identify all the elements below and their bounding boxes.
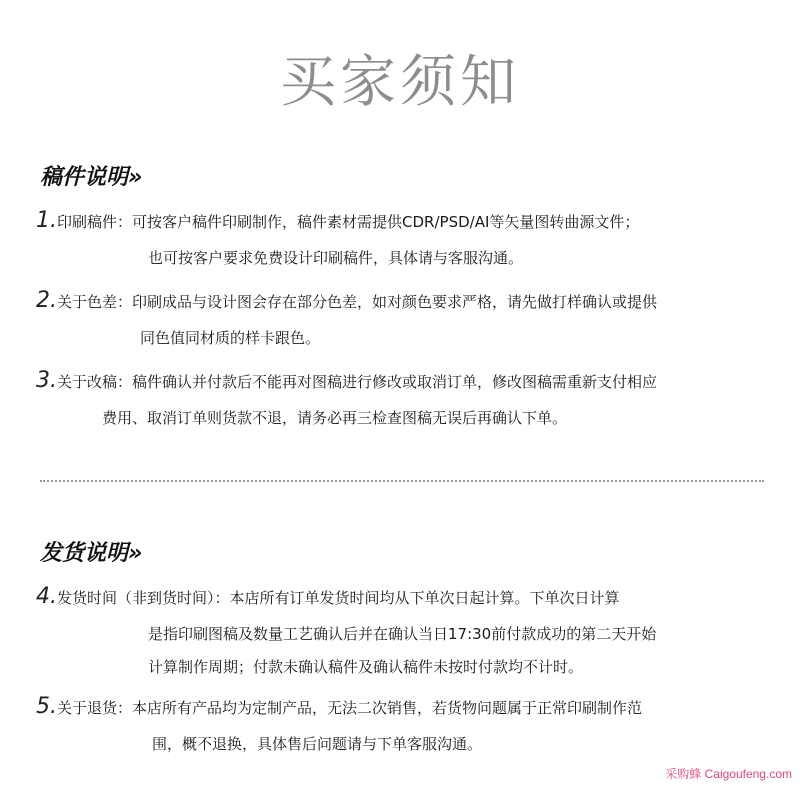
section-divider [40, 480, 764, 482]
item-text-continued: 同色值同材质的样卡跟色。 [140, 329, 321, 347]
item-text-continued: 费用、取消订单则货款不退，请务必再三检查图稿无误后再确认下单。 [102, 409, 568, 427]
item-label: 关于改稿： [57, 373, 133, 391]
item-text-continued: 围，概不退换，具体售后问题请与下单客服沟通。 [152, 735, 483, 753]
watermark: 采购蜂 Caigoufeng.com [665, 767, 792, 781]
item-text-continued: 计算制作周期；付款未确认稿件及确认稿件未按时付款均不计时。 [148, 658, 584, 676]
item-label: 印刷稿件： [57, 213, 133, 231]
item-number: 5. [36, 694, 57, 719]
page-title: 买家须知 [280, 50, 520, 115]
item-text: 稿件确认并付款后不能再对图稿进行修改或取消订单，修改图稿需重新支付相应 [132, 373, 658, 391]
artwork-item-2 [36, 288, 780, 348]
shipping-section-heading: 发货说明» [40, 541, 143, 566]
item-text-continued: 也可按客户要求免费设计印刷稿件，具体请与客服沟通。 [148, 249, 524, 267]
artwork-item-3 [36, 368, 780, 428]
item-number: 2. [36, 288, 57, 313]
item-text: 印刷成品与设计图会存在部分色差，如对颜色要求严格，请先做打样确认或提供 [132, 293, 658, 311]
item-label: 关于色差： [57, 293, 133, 311]
shipping-item-5 [36, 694, 780, 754]
artwork-item-1 [36, 208, 780, 268]
item-text: 本店所有订单发货时间均从下单次日起计算。下单次日计算 [229, 589, 620, 607]
item-number: 1. [36, 208, 57, 233]
shipping-item-4 [36, 584, 780, 677]
item-text: 本店所有产品均为定制产品，无法二次销售，若货物问题属于正常印刷制作范 [132, 699, 643, 717]
item-number: 4. [36, 584, 57, 609]
item-text-continued: 是指印刷图稿及数量工艺确认后并在确认当日17:30前付款成功的第二天开始 [148, 625, 657, 643]
item-number: 3. [36, 368, 57, 393]
item-label: 关于退货： [57, 699, 133, 717]
item-text: 可按客户稿件印刷制作，稿件素材需提供CDR/PSD/AI等矢量图转曲源文件； [132, 213, 640, 231]
item-label: 发货时间（非到货时间）： [57, 589, 230, 607]
artwork-section-heading: 稿件说明» [40, 165, 143, 190]
